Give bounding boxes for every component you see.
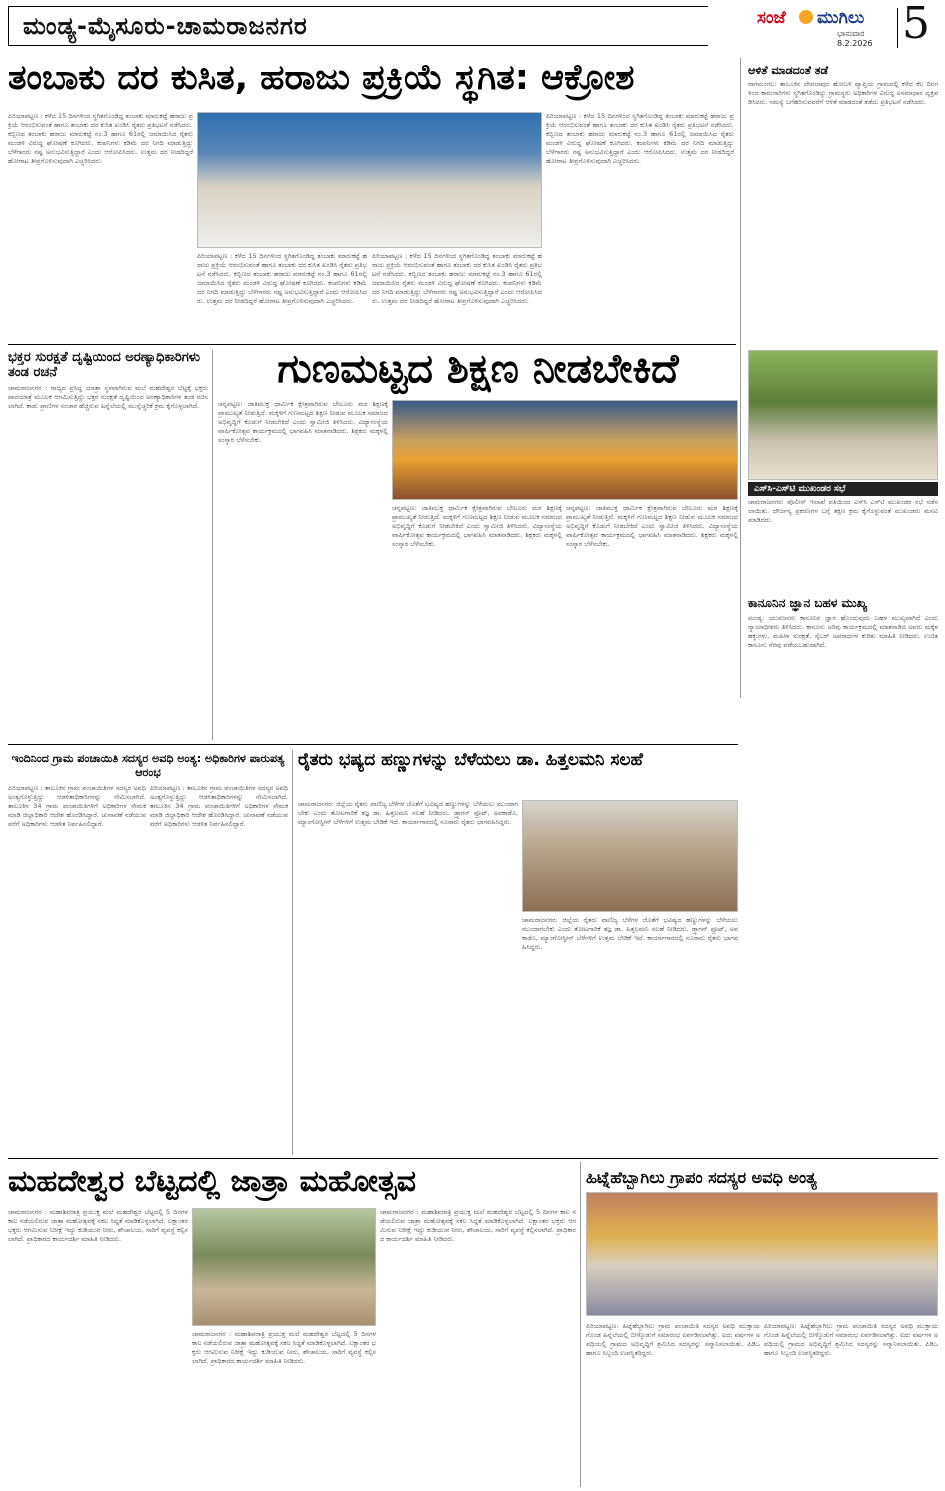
brand-mugilu: ಮುಗಿಲು [817,8,865,28]
edu-col1: ಚನ್ನಪಟ್ಟಣ: ಜಾತಿಮುಕ್ತ ಧಾರ್ಮಿಕ ಕ್ಷೇತ್ರವಾಗಿರುವ ಬೇಲೂರು ಮಠ ಶಿಕ್ಷಣಕ್ಕೆ ಪ್ರಾಮುಖ್ಯತೆ ನೀಡುತ್ತಿದೆ. ಮಕ್ಕಳಿಗೆ ಗುಣಮಟ್ಟದ ಶಿಕ್ಷಣ ನೀಡುವ ಮೂಲಕ ಸಮಾಜದ ಅಭಿವೃದ್ಧಿಗೆ ಕೊಡುಗೆ ನೀಡಬೇಕಿದೆ ಎಂದು ಸ್ವಾಮೀಜಿ ತಿಳಿಸಿದರು. ವಿದ್ಯಾಸಂಸ್ಥೆಯ ವಾರ್ಷಿಕೋತ್ಸವ ಕಾರ್ಯಕ್ರಮದಲ್ಲಿ ಭಾಗವಹಿಸಿ ಮಾತನಾಡಿದರು. ಶಿಕ್ಷಕರು ಮಕ್ಕಳಲ್ಲಿ ಸಂಸ್ಕಾರ ಬೆಳೆಸಬೇಕು. [218,400,388,444]
lead-col1: ಪಿರಿಯಾಪಟ್ಟಣ : ಕಳೆದ 15 ದಿನಗಳಿಂದ ಸ್ಥಗಿತಗೊಂಡಿದ್ದ ತಂಬಾಕು ಮಾರುಕಟ್ಟೆ ಹರಾಜು ಪ್ರಕ್ರಿಯೆ ಆರಂಭಿಸುವಂತೆ ಹಾಗೂ ತಂಬಾಕು ದರ ಕುಸಿತ ಖಂಡಿಸಿ ರೈತರು ಪ್ರತಿಭಟನೆ ನಡೆಸಿದರು. ಕಬ್ಬಿಣದ ತಂಬಾಕು ಹರಾಜು ಮಾರುಕಟ್ಟೆ ನಂ.3 ಹಾಗೂ 61ರಲ್ಲಿ ಜಮಾಯಿಸಿದ ರೈತರು ಮಂಡಳಿ ವಿರುದ್ಧ ಘೋಷಣೆ ಕೂಗಿದರು. ಕಂಪನಿಗಳು ಕಡಿಮೆ ದರ ನಿಗದಿ ಮಾಡುತ್ತಿದ್ದು ಬೆಳೆಗಾರರು ನಷ್ಟ ಅನುಭವಿಸುತ್ತಿದ್ದಾರೆ ಎಂದು ಆರೋಪಿಸಿದರು. ಉತ್ತಮ ದರ ನೀಡದಿದ್ದರೆ ಹೋರಾಟ ತೀವ್ರಗೊಳಿಸುವುದಾಗಿ ಎಚ್ಚರಿಸಿದರು. [8,112,193,165]
header-date: 8.2.2026 [837,39,873,48]
right-top-text: ನಾಗಮಂಗಲ: ತಾಲೂಕಿನ ದೇವಲಾಪುರ ಹೋಬಳಿ ವ್ಯಾಪ್ತಿಯ ಗ್ರಾಮದಲ್ಲಿ ಕಳೆದ ಕೆಲ ದಿನಗಳಿಂದ ಕಾಮಗಾರಿಗಳು ಸ್ಥಗಿತಗೊಂಡಿದ್ದು ಗ್ರಾಮಸ್ಥರು ಅಧಿಕಾರಿಗಳ ವಿರುದ್ಧ ಅಸಮಾಧಾನ ವ್ಯಕ್ತಪಡಿಸಿದರು. ಸಮಸ್ಯೆ ಬಗೆಹರಿಸುವವರೆಗೆ ಆಳಿತೆ ಮಾಡದಂತೆ ತಡೆದು ಪ್ರತಿಭಟನೆ ನಡೆಸಿದರು. [748,80,938,106]
section-title-text: ಮಂಡ್ಯ-ಮೈಸೂರು-ಚಾಮರಾಜನಗರ [23,12,308,40]
farm-headline: ರೈತರು ಭಷ್ಯದ ಹಣ್ಣುಗಳನ್ನು ಬೆಳೆಯಲು ಡಾ. ಹಿತ್ತಲಮನಿ ಸಲಹೆ [298,750,643,770]
header-day: ಭಾನುವಾರ [837,29,865,38]
edu-headline: ಗುಣಮಟ್ಟದ ಶಿಕ್ಷಣ ನೀಡಬೇಕಿದೆ [277,346,679,392]
edu-photo-stage [392,400,738,500]
farm-col1: ಚಾಮರಾಜನಗರ: ಜಿಲ್ಲೆಯ ರೈತರು ವಾಣಿಜ್ಯ ಬೆಳೆಗಳ ಜೊತೆಗೆ ಭವಿಷ್ಯದ ಹಣ್ಣುಗಳನ್ನು ಬೆಳೆಯಲು ಮುಂದಾಗಬೇಕು ಎಂದು ತೋಟಗಾರಿಕೆ ತಜ್ಞ ಡಾ. ಹಿತ್ತಲಮನಿ ಸಲಹೆ ನೀಡಿದರು. ಡ್ರ್ಯಾಗನ್ ಫ್ರೂಟ್, ಅವಕಾಡೊ, ಮ್ಯಾಂಗೋಸ್ಟೀನ್ ಬೆಳೆಗಳಿಗೆ ಉತ್ತಮ ಬೇಡಿಕೆ ಇದೆ. ಕಾರ್ಯಾಗಾರದಲ್ಲಿ ನೂರಾರು ರೈತರು ಭಾಗವಹಿಸಿದ್ದರು. [298,800,518,826]
forest-text: ಚಾಮರಾಜನಗರ : ರಾಜ್ಯದ ಪ್ರಸಿದ್ಧ ಯಾತ್ರಾ ಸ್ಥಳವಾಗಿರುವ ಮಲೆ ಮಹದೇಶ್ವರ ಬೆಟ್ಟಕ್ಕೆ ಭಕ್ತರು ಪಾದಯಾತ್ರೆ ಮೂಲಕ ಆಗಮಿಸುತ್ತಿದ್ದು ಭಕ್ತರ ಸುರಕ್ಷತೆ ದೃಷ್ಟಿಯಿಂದ ಅರಣ್ಯಾಧಿಕಾರಿಗಳ ತಂಡ ರಚಿಸಲಾಗಿದೆ. ಕಾಡು ಪ್ರಾಣಿಗಳ ಸಂಚಾರ ಹೆಚ್ಚಿರುವ ಹಿನ್ನೆಲೆಯಲ್ಲಿ ಮುನ್ನೆಚ್ಚರಿಕೆ ಕ್ರಮ ಕೈಗೊಳ್ಳಲಾಗಿದೆ. [8,384,208,410]
gp-headline: ಇಂದಿನಿಂದ ಗ್ರಾಮ ಪಂಚಾಯಿತಿ ಸದಸ್ಯರ ಅವಧಿ ಅಂತ್ಯ: ಅಧಿಕಾರಿಗಳ ಪಾರುಪತ್ಯ ಆರಂಭ [11,752,285,779]
mm-col1: ಚಾಮರಾಜನಗರ : ಮಹಾಶಿವರಾತ್ರಿ ಪ್ರಯುಕ್ತ ಮಲೆ ಮಹದೇಶ್ವರ ಬೆಟ್ಟದಲ್ಲಿ 5 ದಿನಗಳ ಕಾಲ ನಡೆಯಲಿರುವ ಜಾತ್ರಾ ಮಹೋತ್ಸವಕ್ಕೆ ಸಕಲ ಸಿದ್ಧತೆ ಮಾಡಿಕೊಳ್ಳಲಾಗಿದೆ. ಲಕ್ಷಾಂತರ ಭಕ್ತರು ಆಗಮಿಸುವ ನಿರೀಕ್ಷೆ ಇದ್ದು ಕುಡಿಯುವ ನೀರು, ಶೌಚಾಲಯ, ಸಾರಿಗೆ ವ್ಯವಸ್ಥೆ ಕಲ್ಪಿಸಲಾಗಿದೆ. ಪ್ರಾಧಿಕಾರದ ಕಾರ್ಯದರ್ಶಿ ಮಾಹಿತಿ ನೀಡಿದರು. [8,1208,188,1243]
forest-headline: ಭಕ್ತರ ಸುರಕ್ಷತೆ ದೃಷ್ಟಿಯಿಂದ ಅರಣ್ಯಾಧಿಕಾರಿಗಳು ತಂಡ ರಚನೆ [8,350,201,380]
farm-photo-audience [522,800,738,912]
hb-col1: ಪಿರಿಯಾಪಟ್ಟಣ: ಹಿಟ್ನೆಹೆಬ್ಬಾಗಿಲು ಗ್ರಾಮ ಪಂಚಾಯಿತಿ ಸದಸ್ಯರ ಅವಧಿ ಮುಕ್ತಾಯಗೊಂಡ ಹಿನ್ನೆಲೆಯಲ್ಲಿ ಬೀಳ್ಕೊಡುಗೆ ಸಮಾರಂಭ ಏರ್ಪಡಿಸಲಾಗಿತ್ತು. ಐದು ವರ್ಷಗಳ ಅವಧಿಯಲ್ಲಿ ಗ್ರಾಮದ ಅಭಿವೃದ್ಧಿಗೆ ಶ್ರಮಿಸಿದ ಸದಸ್ಯರನ್ನು ಸನ್ಮಾನಿಸಲಾಯಿತು. ಪಿಡಿಒ ಹಾಗೂ ಸಿಬ್ಬಂದಿ ಉಪಸ್ಥಿತರಿದ್ದರು. [586,1322,760,1357]
lead-col2: ಪಿರಿಯಾಪಟ್ಟಣ : ಕಳೆದ 15 ದಿನಗಳಿಂದ ಸ್ಥಗಿತಗೊಂಡಿದ್ದ ತಂಬಾಕು ಮಾರುಕಟ್ಟೆ ಹರಾಜು ಪ್ರಕ್ರಿಯೆ ಆರಂಭಿಸುವಂತೆ ಹಾಗೂ ತಂಬಾಕು ದರ ಕುಸಿತ ಖಂಡಿಸಿ ರೈತರು ಪ್ರತಿಭಟನೆ ನಡೆಸಿದರು. ಕಬ್ಬಿಣದ ತಂಬಾಕು ಹರಾಜು ಮಾರುಕಟ್ಟೆ ನಂ.3 ಹಾಗೂ 61ರಲ್ಲಿ ಜಮಾಯಿಸಿದ ರೈತರು ಮಂಡಳಿ ವಿರುದ್ಧ ಘೋಷಣೆ ಕೂಗಿದರು. ಕಂಪನಿಗಳು ಕಡಿಮೆ ದರ ನಿಗದಿ ಮಾಡುತ್ತಿದ್ದು ಬೆಳೆಗಾರರು ನಷ್ಟ ಅನುಭವಿಸುತ್ತಿದ್ದಾರೆ ಎಂದು ಆರೋಪಿಸಿದರು. ಉತ್ತಮ ದರ ನೀಡದಿದ್ದರೆ ಹೋರಾಟ ತೀವ್ರಗೊಳಿಸುವುದಾಗಿ ಎಚ್ಚರಿಸಿದರು. [546,112,734,165]
hb-headline: ಹಿಟ್ನೆಹೆಬ್ಬಾಗಿಲು ಗ್ರಾಪಂ ಸದಸ್ಯರ ಅವಧಿ ಅಂತ್ಯ [586,1168,817,1187]
gp-col2: ಪಿರಿಯಾಪಟ್ಟಣ : ತಾಲೂಕಿನ ಗ್ರಾಮ ಪಂಚಾಯಿತಿಗಳ ಸದಸ್ಯರ ಅವಧಿ ಅಂತ್ಯಗೊಳ್ಳುತ್ತಿದ್ದು ಆಡಳಿತಾಧಿಕಾರಿಗಳನ್ನು ನೇಮಿಸಲಾಗಿದೆ. ತಾಲೂಕಿನ 34 ಗ್ರಾಮ ಪಂಚಾಯಿತಿಗಳಿಗೆ ಅಧಿಕಾರಿಗಳ ನೇಮಕ ಮಾಡಿ ಜಿಲ್ಲಾಧಿಕಾರಿ ಆದೇಶ ಹೊರಡಿಸಿದ್ದಾರೆ. ಚುನಾವಣೆ ನಡೆಯುವವರೆಗೆ ಅಧಿಕಾರಿಗಳು ಆಡಳಿತ ನಿರ್ವಹಿಸಲಿದ್ದಾರೆ. [150,784,288,828]
hb-photo-group [586,1192,938,1316]
masthead [735,6,900,50]
sc-caption: ಎಸ್‌ಸಿ-ಎಸ್‌ಟಿ ಮುಖಂಡರ ಸಭೆ [748,482,938,496]
edu-col2: ಚನ್ನಪಟ್ಟಣ: ಜಾತಿಮುಕ್ತ ಧಾರ್ಮಿಕ ಕ್ಷೇತ್ರವಾಗಿರುವ ಬೇಲೂರು ಮಠ ಶಿಕ್ಷಣಕ್ಕೆ ಪ್ರಾಮುಖ್ಯತೆ ನೀಡುತ್ತಿದೆ. ಮಕ್ಕಳಿಗೆ ಗುಣಮಟ್ಟದ ಶಿಕ್ಷಣ ನೀಡುವ ಮೂಲಕ ಸಮಾಜದ ಅಭಿವೃದ್ಧಿಗೆ ಕೊಡುಗೆ ನೀಡಬೇಕಿದೆ ಎಂದು ಸ್ವಾಮೀಜಿ ತಿಳಿಸಿದರು. ವಿದ್ಯಾಸಂಸ್ಥೆಯ ವಾರ್ಷಿಕೋತ್ಸವ ಕಾರ್ಯಕ್ರಮದಲ್ಲಿ ಭಾಗವಹಿಸಿ ಮಾತನಾಡಿದರು. ಶಿಕ್ಷಕರು ಮಕ್ಕಳಲ್ಲಿ ಸಂಸ್ಕಾರ ಬೆಳೆಸಬೇಕು. [392,504,562,548]
lead-headline: ತಂಬಾಕು ದರ ಕುಸಿತ, ಹರಾಜು ಪ್ರಕ್ರಿಯೆ ಸ್ಥಗಿತ: ಆಕ್ರೋಶ [8,58,635,98]
sc-meeting-photo [748,350,938,480]
sc-text: ಚಾಮರಾಜನಗರ: ಪೊಲೀಸ್ ಇಲಾಖೆ ವತಿಯಿಂದ ಎಸ್‌ಸಿ ಎಸ್‌ಟಿ ಮುಖಂಡರ ಸಭೆ ನಡೆಸಲಾಯಿತು. ದೌರ್ಜನ್ಯ ಪ್ರಕರಣಗಳ ಬಗ್ಗೆ ತಕ್ಷಣ ಕ್ರಮ ಕೈಗೊಳ್ಳುವಂತೆ ಮುಖಂಡರು ಮನವಿ ಮಾಡಿದರು. [748,498,938,524]
law-text: ಮಂಡ್ಯ: ಯುವಜನರು ಕಾನೂನಿನ ಜ್ಞಾನ ಹೊಂದುವುದು ಬಹಳ ಮುಖ್ಯವಾಗಿದೆ ಎಂದು ನ್ಯಾಯಾಧೀಶರು ತಿಳಿಸಿದರು. ಕಾನೂನು ಅರಿವು ಕಾರ್ಯಕ್ರಮದಲ್ಲಿ ಮಾತನಾಡಿದ ಅವರು ಮಕ್ಕಳ ಹಕ್ಕುಗಳು, ಮಹಿಳಾ ಸುರಕ್ಷತೆ, ಸೈಬರ್ ಅಪರಾಧಗಳ ಕುರಿತು ಮಾಹಿತಿ ನೀಡಿದರು. ಉಚಿತ ಕಾನೂನು ನೆರವು ಪಡೆಯಬಹುದಾಗಿದೆ. [748,614,938,649]
section-title [8,6,708,46]
page-number: 5 [902,0,930,49]
sun-icon [799,10,813,24]
lead-col3: ಪಿರಿಯಾಪಟ್ಟಣ : ಕಳೆದ 15 ದಿನಗಳಿಂದ ಸ್ಥಗಿತಗೊಂಡಿದ್ದ ತಂಬಾಕು ಮಾರುಕಟ್ಟೆ ಹರಾಜು ಪ್ರಕ್ರಿಯೆ ಆರಂಭಿಸುವಂತೆ ಹಾಗೂ ತಂಬಾಕು ದರ ಕುಸಿತ ಖಂಡಿಸಿ ರೈತರು ಪ್ರತಿಭಟನೆ ನಡೆಸಿದರು. ಕಬ್ಬಿಣದ ತಂಬಾಕು ಹರಾಜು ಮಾರುಕಟ್ಟೆ ನಂ.3 ಹಾಗೂ 61ರಲ್ಲಿ ಜಮಾಯಿಸಿದ ರೈತರು ಮಂಡಳಿ ವಿರುದ್ಧ ಘೋಷಣೆ ಕೂಗಿದರು. ಕಂಪನಿಗಳು ಕಡಿಮೆ ದರ ನಿಗದಿ ಮಾಡುತ್ತಿದ್ದು ಬೆಳೆಗಾರರು ನಷ್ಟ ಅನುಭವಿಸುತ್ತಿದ್ದಾರೆ ಎಂದು ಆರೋಪಿಸಿದರು. ಉತ್ತಮ ದರ ನೀಡದಿದ್ದರೆ ಹೋರಾಟ ತೀವ್ರಗೊಳಿಸುವುದಾಗಿ ಎಚ್ಚರಿಸಿದರು. [197,252,367,305]
right-top-headline: ಆಳಿತೆ ಮಾಡದಂತೆ ತಡೆ [748,64,829,77]
gp-col1: ಪಿರಿಯಾಪಟ್ಟಣ : ತಾಲೂಕಿನ ಗ್ರಾಮ ಪಂಚಾಯಿತಿಗಳ ಸದಸ್ಯರ ಅವಧಿ ಅಂತ್ಯಗೊಳ್ಳುತ್ತಿದ್ದು ಆಡಳಿತಾಧಿಕಾರಿಗಳನ್ನು ನೇಮಿಸಲಾಗಿದೆ. ತಾಲೂಕಿನ 34 ಗ್ರಾಮ ಪಂಚಾಯಿತಿಗಳಿಗೆ ಅಧಿಕಾರಿಗಳ ನೇಮಕ ಮಾಡಿ ಜಿಲ್ಲಾಧಿಕಾರಿ ಆದೇಶ ಹೊರಡಿಸಿದ್ದಾರೆ. ಚುನಾವಣೆ ನಡೆಯುವವರೆಗೆ ಅಧಿಕಾರಿಗಳು ಆಡಳಿತ ನಿರ್ವಹಿಸಲಿದ್ದಾರೆ. [8,784,146,828]
hb-col2: ಪಿರಿಯಾಪಟ್ಟಣ: ಹಿಟ್ನೆಹೆಬ್ಬಾಗಿಲು ಗ್ರಾಮ ಪಂಚಾಯಿತಿ ಸದಸ್ಯರ ಅವಧಿ ಮುಕ್ತಾಯಗೊಂಡ ಹಿನ್ನೆಲೆಯಲ್ಲಿ ಬೀಳ್ಕೊಡುಗೆ ಸಮಾರಂಭ ಏರ್ಪಡಿಸಲಾಗಿತ್ತು. ಐದು ವರ್ಷಗಳ ಅವಧಿಯಲ್ಲಿ ಗ್ರಾಮದ ಅಭಿವೃದ್ಧಿಗೆ ಶ್ರಮಿಸಿದ ಸದಸ್ಯರನ್ನು ಸನ್ಮಾನಿಸಲಾಯಿತು. ಪಿಡಿಒ ಹಾಗೂ ಸಿಬ್ಬಂದಿ ಉಪಸ್ಥಿತರಿದ್ದರು. [764,1322,938,1357]
mm-headline: ಮಹದೇಶ್ವರ ಬೆಟ್ಟದಲ್ಲಿ ಜಾತ್ರಾ ಮಹೋತ್ಸವ [8,1164,416,1199]
mm-col2: ಚಾಮರಾಜನಗರ : ಮಹಾಶಿವರಾತ್ರಿ ಪ್ರಯುಕ್ತ ಮಲೆ ಮಹದೇಶ್ವರ ಬೆಟ್ಟದಲ್ಲಿ 5 ದಿನಗಳ ಕಾಲ ನಡೆಯಲಿರುವ ಜಾತ್ರಾ ಮಹೋತ್ಸವಕ್ಕೆ ಸಕಲ ಸಿದ್ಧತೆ ಮಾಡಿಕೊಳ್ಳಲಾಗಿದೆ. ಲಕ್ಷಾಂತರ ಭಕ್ತರು ಆಗಮಿಸುವ ನಿರೀಕ್ಷೆ ಇದ್ದು ಕುಡಿಯುವ ನೀರು, ಶೌಚಾಲಯ, ಸಾರಿಗೆ ವ್ಯವಸ್ಥೆ ಕಲ್ಪಿಸಲಾಗಿದೆ. ಪ್ರಾಧಿಕಾರದ ಕಾರ್ಯದರ್ಶಿ ಮಾಹಿತಿ ನೀಡಿದರು. [192,1330,376,1365]
mm-col3: ಚಾಮರಾಜನಗರ : ಮಹಾಶಿವರಾತ್ರಿ ಪ್ರಯುಕ್ತ ಮಲೆ ಮಹದೇಶ್ವರ ಬೆಟ್ಟದಲ್ಲಿ 5 ದಿನಗಳ ಕಾಲ ನಡೆಯಲಿರುವ ಜಾತ್ರಾ ಮಹೋತ್ಸವಕ್ಕೆ ಸಕಲ ಸಿದ್ಧತೆ ಮಾಡಿಕೊಳ್ಳಲಾಗಿದೆ. ಲಕ್ಷಾಂತರ ಭಕ್ತರು ಆಗಮಿಸುವ ನಿರೀಕ್ಷೆ ಇದ್ದು ಕುಡಿಯುವ ನೀರು, ಶೌಚಾಲಯ, ಸಾರಿಗೆ ವ್ಯವಸ್ಥೆ ಕಲ್ಪಿಸಲಾಗಿದೆ. ಪ್ರಾಧಿಕಾರದ ಕಾರ್ಯದರ್ಶಿ ಮಾಹಿತಿ ನೀಡಿದರು. [380,1208,576,1243]
law-headline: ಕಾನೂನಿನ ಜ್ಞಾನ ಬಹಳ ಮುಖ್ಯ [748,596,868,610]
farm-col2: ಚಾಮರಾಜನಗರ: ಜಿಲ್ಲೆಯ ರೈತರು ವಾಣಿಜ್ಯ ಬೆಳೆಗಳ ಜೊತೆಗೆ ಭವಿಷ್ಯದ ಹಣ್ಣುಗಳನ್ನು ಬೆಳೆಯಲು ಮುಂದಾಗಬೇಕು ಎಂದು ತೋಟಗಾರಿಕೆ ತಜ್ಞ ಡಾ. ಹಿತ್ತಲಮನಿ ಸಲಹೆ ನೀಡಿದರು. ಡ್ರ್ಯಾಗನ್ ಫ್ರೂಟ್, ಅವಕಾಡೊ, ಮ್ಯಾಂಗೋಸ್ಟೀನ್ ಬೆಳೆಗಳಿಗೆ ಉತ್ತಮ ಬೇಡಿಕೆ ಇದೆ. ಕಾರ್ಯಾಗಾರದಲ್ಲಿ ನೂರಾರು ರೈತರು ಭಾಗವಹಿಸಿದ್ದರು. [522,916,738,951]
brand-sanje: ಸಂಜೆ [757,8,786,28]
edu-col3: ಚನ್ನಪಟ್ಟಣ: ಜಾತಿಮುಕ್ತ ಧಾರ್ಮಿಕ ಕ್ಷೇತ್ರವಾಗಿರುವ ಬೇಲೂರು ಮಠ ಶಿಕ್ಷಣಕ್ಕೆ ಪ್ರಾಮುಖ್ಯತೆ ನೀಡುತ್ತಿದೆ. ಮಕ್ಕಳಿಗೆ ಗುಣಮಟ್ಟದ ಶಿಕ್ಷಣ ನೀಡುವ ಮೂಲಕ ಸಮಾಜದ ಅಭಿವೃದ್ಧಿಗೆ ಕೊಡುಗೆ ನೀಡಬೇಕಿದೆ ಎಂದು ಸ್ವಾಮೀಜಿ ತಿಳಿಸಿದರು. ವಿದ್ಯಾಸಂಸ್ಥೆಯ ವಾರ್ಷಿಕೋತ್ಸವ ಕಾರ್ಯಕ್ರಮದಲ್ಲಿ ಭಾಗವಹಿಸಿ ಮಾತನಾಡಿದರು. ಶಿಕ್ಷಕರು ಮಕ್ಕಳಲ್ಲಿ ಸಂಸ್ಕಾರ ಬೆಳೆಸಬೇಕು. [566,504,738,548]
lead-col4: ಪಿರಿಯಾಪಟ್ಟಣ : ಕಳೆದ 15 ದಿನಗಳಿಂದ ಸ್ಥಗಿತಗೊಂಡಿದ್ದ ತಂಬಾಕು ಮಾರುಕಟ್ಟೆ ಹರಾಜು ಪ್ರಕ್ರಿಯೆ ಆರಂಭಿಸುವಂತೆ ಹಾಗೂ ತಂಬಾಕು ದರ ಕುಸಿತ ಖಂಡಿಸಿ ರೈತರು ಪ್ರತಿಭಟನೆ ನಡೆಸಿದರು. ಕಬ್ಬಿಣದ ತಂಬಾಕು ಹರಾಜು ಮಾರುಕಟ್ಟೆ ನಂ.3 ಹಾಗೂ 61ರಲ್ಲಿ ಜಮಾಯಿಸಿದ ರೈತರು ಮಂಡಳಿ ವಿರುದ್ಧ ಘೋಷಣೆ ಕೂಗಿದರು. ಕಂಪನಿಗಳು ಕಡಿಮೆ ದರ ನಿಗದಿ ಮಾಡುತ್ತಿದ್ದು ಬೆಳೆಗಾರರು ನಷ್ಟ ಅನುಭವಿಸುತ್ತಿದ್ದಾರೆ ಎಂದು ಆರೋಪಿಸಿದರು. ಉತ್ತಮ ದರ ನೀಡದಿದ್ದರೆ ಹೋರಾಟ ತೀವ್ರಗೊಳಿಸುವುದಾಗಿ ಎಚ್ಚರಿಸಿದರು. [372,252,542,305]
lead-photo-farmers [197,112,542,248]
mm-photo-forest [192,1208,376,1326]
